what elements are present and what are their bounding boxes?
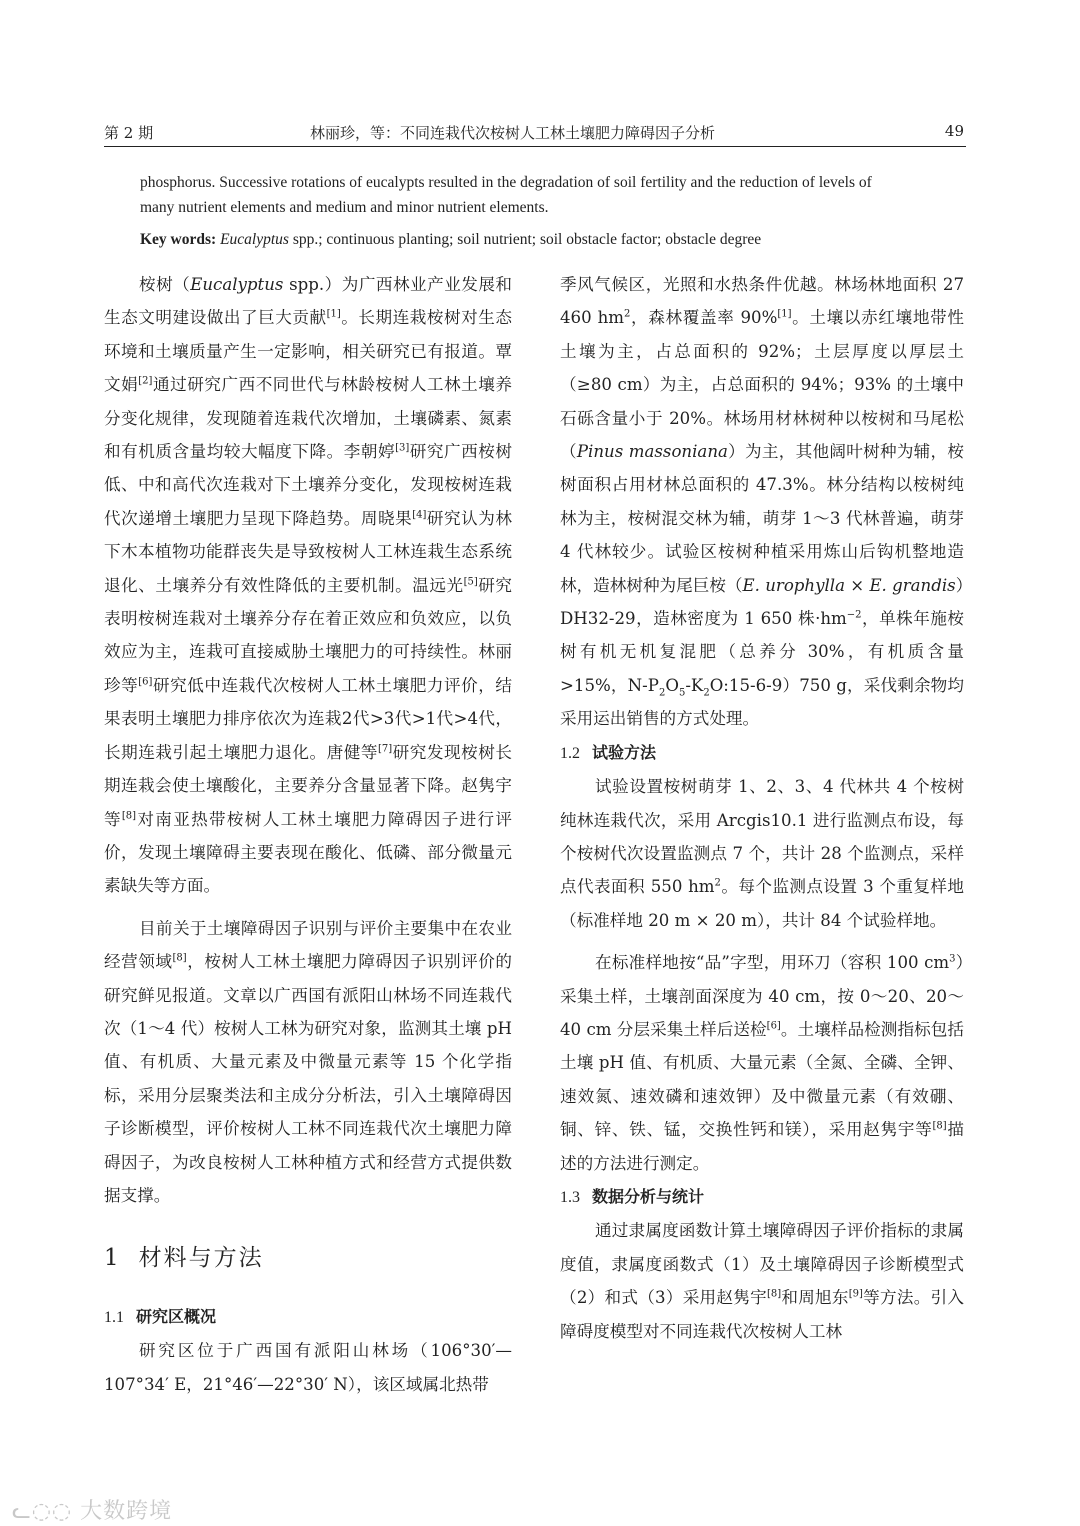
watermark [12,1494,172,1525]
page-number: 49 [944,122,964,140]
citation: [3] [395,442,410,454]
subsection-heading [560,1180,964,1214]
citation: [6] [138,676,153,688]
keywords [140,227,960,252]
citation: [1] [777,308,792,320]
section-heading [104,1242,512,1275]
citation: [8] [172,952,187,964]
subsection-title: 试验方法 [592,742,657,762]
latin-name: E. urophylla × E. grandis [742,575,956,595]
section-number: 1 [104,1245,121,1272]
intro-paragraph-2: 目前关于土壤障碍因子识别与评价主要集中在农业经营领域[8]，桉树人工林土壤肥力障碍因子识别评价的研究鲜见报道。文章以广西国有派阳山林场不同连栽代次（1～4 代）桉树人工林为研究对象，监测其土壤 pH 值、有机质、大量元素及中微量元素等 15 个化学指标，采用分层聚类法和主成分分析法，引入土壤障碍因子诊断模型，评价桉树人工林不同连栽代次土壤肥力障碍因子，为改良桉树人工林种植方式和经营方式提供数据支撑。 [104,918,513,1205]
subsection-title: 研究区概况 [136,1306,217,1326]
left-column [104,268,512,1401]
subsection-heading [560,736,964,770]
watermark-text: 大数跨境 [80,1499,173,1524]
watermark-icon: ᓚ◌◌ [12,1499,81,1524]
citation: [4] [412,509,427,521]
citation: [8] [932,1120,947,1132]
subsection-heading [104,1300,512,1334]
keyword-genus: Eucalyptus [220,231,289,248]
citation: [5] [463,576,478,588]
intro-paragraph-1: 桉树（Eucalyptus spp.）为广西林业产业发展和生态文明建设做出了巨大贡献[1]。长期连栽桉树对生态环境和土壤质量产生一定影响，相关研究已有报道。覃文娟[2]通过研究广西不同世代与林龄桉树人工林土壤养分变化规律，发现随着连栽代次增加，土壤磷素、氮素和有机质含量均较大幅度下降。李朝婷[3]研究广西桉树低、中和高代次连栽对下土壤养分变化，发现桉树连栽代次递增土壤肥力呈现下降趋势。周晓果[4]研究认为林下木本植物功能群丧失是导致桉树人工林连栽生态系统退化、土壤养分有效性降低的主要机制。温远光[5]研究表明桉树连栽对土壤养分存在着正效应和负效应，以负效应为主，连栽可直接威胁土壤肥力的可持续性。林丽珍等[6]研究低中连栽代次桉树人工林土壤肥力评价，结果表明土壤肥力排序依次为连栽2代>3代>1代>4代，长期连栽引起土壤肥力退化。唐健等[7]研究发现桉树长期连栽会使土壤酸化，主要养分含量显著下降。赵隽宇等[8]对南亚热带桉树人工林土壤肥力障碍因子进行评价，发现土壤障碍主要表现在酸化、低磷、部分微量元素缺失等方面。 [104,275,513,896]
subsection-number: 1.2 [560,744,580,762]
citation: [1] [326,308,341,320]
method-paragraph-1: 试验设置桉树萌芽 1、2、3、4 代林共 4 个桉树纯林连栽代次，采用 Arcgis10.1 进行监测点布设，每个桉树代次设置监测点 7 个，共计 28 个监测点，采样点代表面积 550 $hm^2$。每个监测点设置 3 个重复样地（标准样地 20 m × 20 m），共计 84 个试验样地。 [560,777,964,930]
citation: [8] [121,809,137,821]
running-title: 林丽珍，等：不同连栽代次桉树人工林土壤肥力障碍因子分析 [310,124,716,142]
abstract-tail [140,170,960,252]
running-header [104,116,966,147]
issue-number: 第 2 期 [104,124,154,142]
subsection-title: 数据分析与统计 [592,1186,705,1206]
abstract-line: many nutrient elements and medium and minor nutrient elements. [140,199,549,216]
latin-name: Pinus massoniana [576,442,728,462]
method-paragraph-2: 在标准样地按“品”字型，用环刀（容积 100 $cm^3$）采集土样，土壤剖面深度为 40 cm，按 0～20、20～40 cm 分层采集土样后送检[6]。土壤样品检测指标包括土壤 pH 值、有机质、大量元素（全氮、全磷、全钾、速效氮、速效磷和速效钾）及中微量元素（有效硼、铜、锌、铁、锰，交换性钙和镁），采用赵隽宇等[8]描述的方法进行测定。 [560,953,964,1173]
study-area-continued: 季风气候区，光照和水热条件优越。林场林地面积 27 460 $hm^2$，森林覆盖率 90%[1]。土壤以赤红壤地带性土壤为主，占总面积的 92%；土层厚度以厚层土（≥80 cm）为主，占总面积的 94%；93% 的土壤中石砾含量小于 20%。林场用材林树种以桉树和马尾松（Pinus massoniana）为主，其他阔叶树种为辅，桉树面积占用材林总面积的 47.3%。林分结构以桉树纯林为主，桉树混交林为辅，萌芽 1～3 代林普遍，萌芽 4 代林较少。试验区桉树种植采用炼山后钩机整地造林，造林树种为尾巨桉（E. urophylla × E. grandis）DH32-29，造林密度为 1 650 株$\cdot hm^{-2}$，单株年施桉树有机无机复混肥（总养分 30%，有机质含量 >15%，$N-P_2O_5-K_2O:15-6-9)750$ g，采伐剩余物均采用运出销售的方式处理。 [560,275,965,729]
abstract-line: phosphorus. Successive rotations of eucalypts resulted in the degradation of soil fertility and the reduction of levels of [140,174,872,191]
section-title: 材料与方法 [138,1245,264,1272]
citation: [6] [766,1020,781,1032]
analysis-paragraph: 通过隶属度函数计算土壤障碍因子评价指标的隶属度值，隶属度函数式（1）及土壤障碍因子诊断模型式（2）和式（3）采用赵隽宇[8]和周旭东[9]等方法。引入障碍度模型对不同连栽代次桉树人工林 [560,1221,964,1341]
keywords-list: spp.; continuous planting; soil nutrient; soil obstacle factor; obstacle degree [288,231,762,248]
citation: [8] [766,1288,782,1300]
right-column [560,268,964,1348]
subsection-number: 1.3 [560,1188,580,1206]
citation: [2] [138,375,153,387]
latin-name: Eucalyptus [190,275,284,294]
citation: [9] [848,1288,863,1300]
subsection-number: 1.1 [104,1308,124,1326]
study-area-paragraph: 研究区位于广西国有派阳山林场（106°30′—107°34′ E，21°46′—22°30′ N），该区域属北热带 [104,1341,512,1394]
citation: [7] [377,743,393,755]
keywords-label: Key words: [140,231,217,248]
